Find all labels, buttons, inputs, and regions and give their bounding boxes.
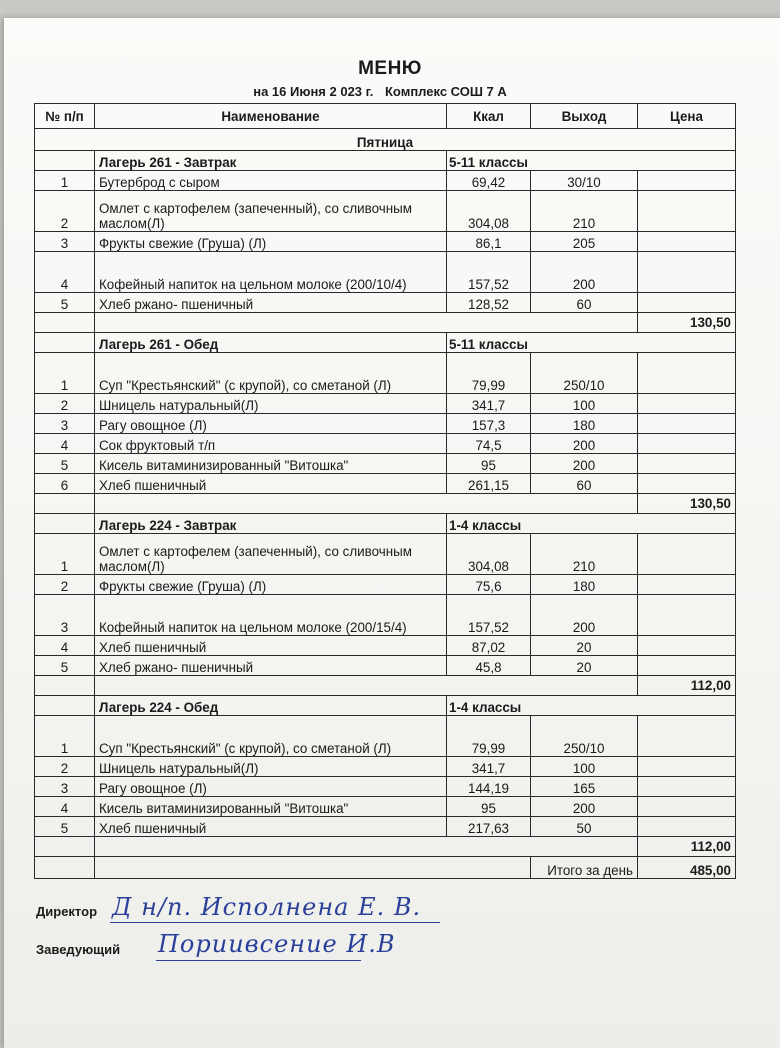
section-name: Лагерь 261 - Завтрак [95,151,447,171]
section-num-cell [35,151,95,171]
day-total-value: 485,00 [638,857,736,879]
item-name: Фрукты свежие (Груша) (Л) [95,575,447,595]
section-classes: 1-4 классы [447,696,736,716]
item-name: Фрукты свежие (Груша) (Л) [95,232,447,252]
table-row [35,474,736,494]
director-label: Директор [36,904,98,919]
item-number: 2 [35,575,95,595]
item-output: 200 [531,797,638,817]
section-total-row [35,837,736,857]
item-kcal: 95 [447,797,531,817]
item-number: 2 [35,757,95,777]
item-kcal: 157,52 [447,595,531,636]
item-output: 20 [531,656,638,676]
item-price [638,797,736,817]
day-total-label: Итого за день [531,857,638,879]
section-total-row [35,313,736,333]
item-output: 20 [531,636,638,656]
total-empty-cell [95,837,638,857]
item-name: Рагу овощное (Л) [95,777,447,797]
item-output: 205 [531,232,638,252]
item-number: 5 [35,454,95,474]
item-output: 200 [531,595,638,636]
item-number: 4 [35,434,95,454]
table-row [35,434,736,454]
col-header-kcal: Ккал [447,104,531,129]
section-name: Лагерь 224 - Обед [95,696,447,716]
section-total: 130,50 [638,494,736,514]
item-kcal: 341,7 [447,394,531,414]
item-output: 30/10 [531,171,638,191]
item-name: Сок фруктовый т/п [95,434,447,454]
table-row [35,757,736,777]
total-empty-cell [35,494,95,514]
item-name: Бутерброд с сыром [95,171,447,191]
table-row [35,232,736,252]
item-kcal: 87,02 [447,636,531,656]
item-output: 50 [531,817,638,837]
item-number: 6 [35,474,95,494]
item-number: 4 [35,797,95,817]
item-price [638,575,736,595]
item-output: 250/10 [531,353,638,394]
menu-subtitle [0,84,760,99]
item-number: 3 [35,595,95,636]
item-number: 4 [35,252,95,293]
table-row [35,454,736,474]
item-output: 250/10 [531,716,638,757]
item-price [638,191,736,232]
item-number: 2 [35,394,95,414]
item-number: 4 [35,636,95,656]
item-price [638,414,736,434]
item-number: 5 [35,656,95,676]
table-row [35,252,736,293]
item-kcal: 69,42 [447,171,531,191]
table-row [35,777,736,797]
table-row [35,797,736,817]
item-name: Суп "Крестьянский" (с крупой), со сметаной (Л) [95,716,447,757]
section-total: 112,00 [638,837,736,857]
item-output: 180 [531,575,638,595]
section-num-cell [35,514,95,534]
item-price [638,232,736,252]
item-number: 3 [35,232,95,252]
table-row [35,575,736,595]
manager-signature: Пориивсение И.В [158,930,396,958]
item-kcal: 217,63 [447,817,531,837]
item-output: 60 [531,293,638,313]
table-row [35,656,736,676]
item-kcal: 79,99 [447,716,531,757]
item-kcal: 157,3 [447,414,531,434]
item-output: 100 [531,757,638,777]
table-row [35,394,736,414]
item-output: 165 [531,777,638,797]
item-kcal: 157,52 [447,252,531,293]
day-row [35,129,736,151]
total-empty-cell [35,313,95,333]
manager-label: Заведующий [36,942,121,957]
table-row [35,595,736,636]
item-name: Хлеб ржано- пшеничный [95,656,447,676]
item-name: Хлеб ржано- пшеничный [95,293,447,313]
item-price [638,534,736,575]
item-price [638,454,736,474]
item-output: 180 [531,414,638,434]
table-row [35,817,736,837]
item-number: 5 [35,817,95,837]
item-number: 3 [35,777,95,797]
item-name: Суп "Крестьянский" (с крупой), со сметаной (Л) [95,353,447,394]
menu-complex: Комплекс СОШ 7 А [385,84,507,99]
table-row [35,293,736,313]
item-price [638,656,736,676]
item-price [638,716,736,757]
item-kcal: 75,6 [447,575,531,595]
total-empty-cell [35,837,95,857]
section-header-row [35,514,736,534]
table-row [35,414,736,434]
item-name: Кисель витаминизированный "Витошка" [95,454,447,474]
menu-date: на 16 Июня 2 023 г. [253,84,374,99]
section-name: Лагерь 224 - Завтрак [95,514,447,534]
item-price [638,293,736,313]
item-kcal: 304,08 [447,534,531,575]
table-row [35,716,736,757]
section-name: Лагерь 261 - Обед [95,333,447,353]
director-signature: Д н/п. Исполнена Е. В. [112,893,422,921]
table-row [35,171,736,191]
item-price [638,474,736,494]
section-classes: 1-4 классы [447,514,736,534]
menu-table-body [35,129,736,879]
section-header-row [35,333,736,353]
item-output: 210 [531,191,638,232]
section-classes: 5-11 классы [447,333,736,353]
item-name: Рагу овощное (Л) [95,414,447,434]
item-price [638,353,736,394]
item-kcal: 74,5 [447,434,531,454]
item-name: Кофейный напиток на цельном молоке (200/10/4) [95,252,447,293]
item-price [638,171,736,191]
item-output: 60 [531,474,638,494]
item-price [638,394,736,414]
item-price [638,595,736,636]
section-header-row [35,151,736,171]
item-output: 210 [531,534,638,575]
table-row [35,534,736,575]
item-name: Хлеб пшеничный [95,474,447,494]
item-price [638,777,736,797]
day-total-empty-cell [95,857,531,879]
total-empty-cell [35,676,95,696]
item-kcal: 128,52 [447,293,531,313]
day-total-empty-cell [35,857,95,879]
item-name: Кофейный напиток на цельном молоке (200/15/4) [95,595,447,636]
table-header-row [35,104,736,129]
section-num-cell [35,333,95,353]
section-classes: 5-11 классы [447,151,736,171]
item-kcal: 95 [447,454,531,474]
item-price [638,252,736,293]
item-kcal: 79,99 [447,353,531,394]
item-price [638,757,736,777]
section-total-row [35,494,736,514]
item-name: Кисель витаминизированный "Витошка" [95,797,447,817]
item-output: 200 [531,454,638,474]
item-price [638,434,736,454]
item-output: 200 [531,252,638,293]
item-kcal: 304,08 [447,191,531,232]
item-number: 5 [35,293,95,313]
director-signature-line [110,922,440,923]
item-number: 2 [35,191,95,232]
table-row [35,353,736,394]
item-name: Омлет с картофелем (запеченный), со сливочным маслом(Л) [95,534,447,575]
table-row [35,191,736,232]
total-empty-cell [95,313,638,333]
section-num-cell [35,696,95,716]
item-number: 1 [35,171,95,191]
item-number: 1 [35,716,95,757]
item-name: Хлеб пшеничный [95,817,447,837]
item-name: Омлет с картофелем (запеченный), со сливочным маслом(Л) [95,191,447,232]
item-kcal: 45,8 [447,656,531,676]
item-price [638,817,736,837]
manager-signature-line [156,960,361,961]
section-header-row [35,696,736,716]
item-kcal: 86,1 [447,232,531,252]
item-price [638,636,736,656]
item-number: 3 [35,414,95,434]
item-number: 1 [35,353,95,394]
item-output: 100 [531,394,638,414]
day-name: Пятница [35,129,736,151]
item-name: Шницель натуральный(Л) [95,757,447,777]
item-kcal: 144,19 [447,777,531,797]
col-header-num: № п/п [35,104,95,129]
menu-title: МЕНЮ [358,58,422,79]
item-output: 200 [531,434,638,454]
total-empty-cell [95,494,638,514]
item-name: Шницель натуральный(Л) [95,394,447,414]
col-header-out: Выход [531,104,638,129]
col-header-price: Цена [638,104,736,129]
col-header-name: Наименование [95,104,447,129]
section-total: 130,50 [638,313,736,333]
table-row [35,636,736,656]
total-empty-cell [95,676,638,696]
item-kcal: 341,7 [447,757,531,777]
item-kcal: 261,15 [447,474,531,494]
item-name: Хлеб пшеничный [95,636,447,656]
day-total-row [35,857,736,879]
menu-table [34,103,736,879]
section-total: 112,00 [638,676,736,696]
item-number: 1 [35,534,95,575]
section-total-row [35,676,736,696]
